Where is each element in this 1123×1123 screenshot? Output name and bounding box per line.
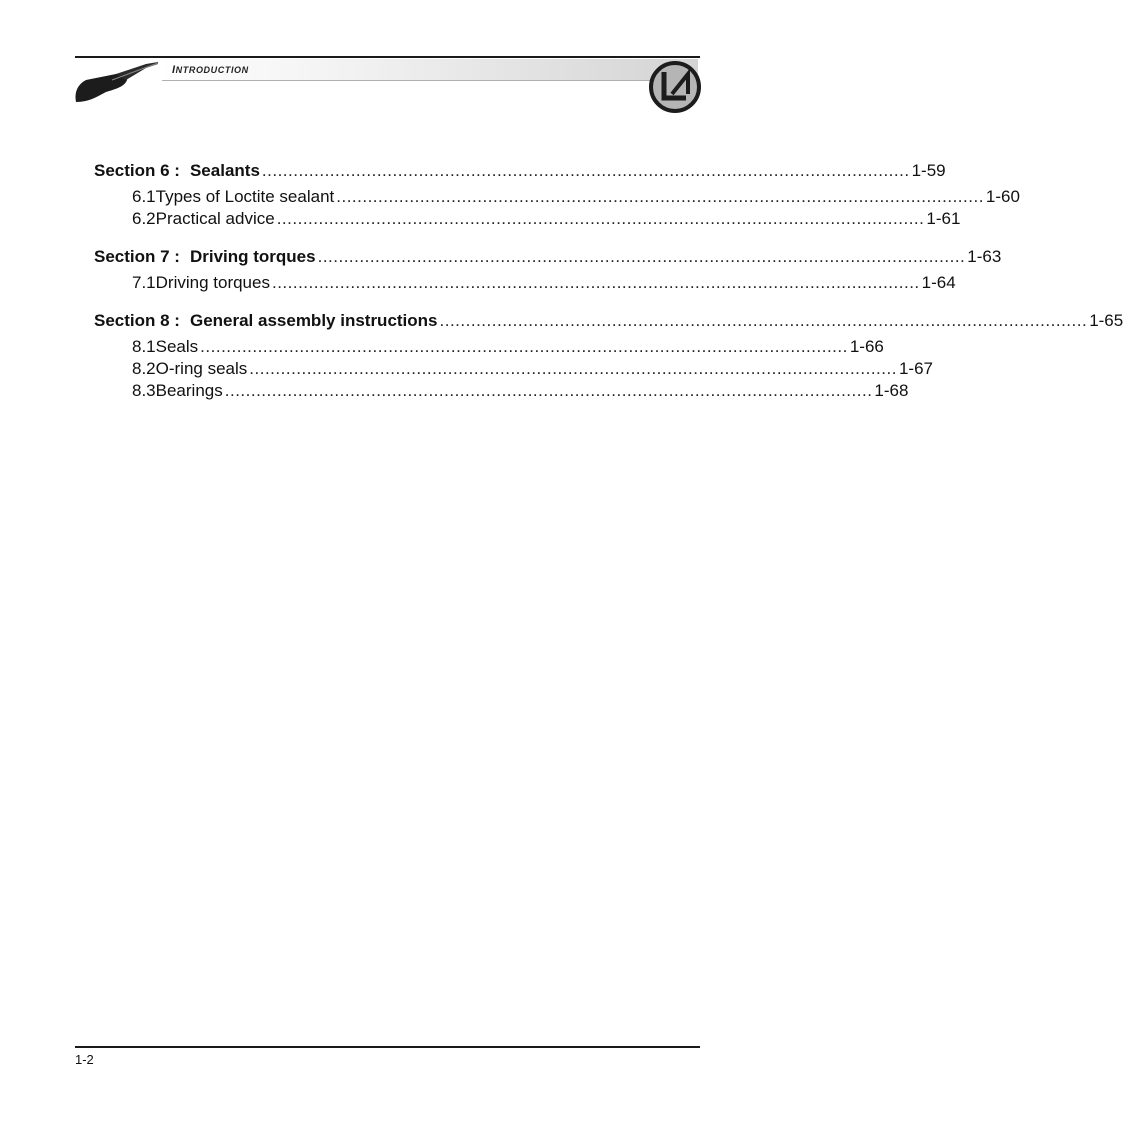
header-title-rest: NTRODUCTION bbox=[175, 65, 249, 75]
brand-logo-icon bbox=[648, 60, 702, 114]
header-title-initial: I bbox=[172, 64, 176, 76]
toc-number: Section 8 : bbox=[94, 311, 180, 330]
toc-section-6[interactable] bbox=[94, 159, 946, 181]
toc-leader: ............................................................................................................................ bbox=[200, 337, 848, 356]
header-rule bbox=[75, 56, 700, 58]
toc-title: O-ring seals bbox=[155, 359, 248, 378]
toc-title: Bearings bbox=[155, 381, 223, 400]
toc-page: 1-59 bbox=[911, 161, 946, 180]
toc-section-8[interactable] bbox=[94, 309, 1123, 331]
toc-title: Practical advice bbox=[155, 209, 275, 228]
toc-page: 1-65 bbox=[1089, 311, 1123, 330]
toc-leader: ............................................................................................................................ bbox=[224, 381, 873, 400]
header-underline bbox=[162, 80, 682, 81]
header-title bbox=[172, 64, 249, 76]
toc-entry-6-1[interactable] bbox=[94, 185, 1020, 207]
toc-leader: ............................................................................................................................ bbox=[261, 161, 910, 180]
toc-leader: ............................................................................................................................ bbox=[276, 209, 925, 228]
toc-title: Sealants bbox=[189, 161, 260, 180]
toc-entry-6-2[interactable] bbox=[94, 207, 961, 229]
toc-page: 1-67 bbox=[898, 359, 933, 378]
toc-page: 1-66 bbox=[849, 337, 884, 356]
toc-number: 6.2 bbox=[132, 209, 156, 228]
hand-pointer-icon bbox=[72, 58, 162, 106]
toc-entry-8-2[interactable] bbox=[94, 357, 933, 379]
toc-title: Seals bbox=[155, 337, 199, 356]
toc-entry-8-1[interactable] bbox=[94, 335, 884, 357]
footer-page-number: 1-2 bbox=[75, 1052, 94, 1067]
toc-leader: ............................................................................................................................ bbox=[336, 187, 984, 206]
toc-number: 8.1 bbox=[132, 337, 156, 356]
toc-leader: ............................................................................................................................ bbox=[271, 273, 920, 292]
toc-page: 1-60 bbox=[985, 187, 1020, 206]
toc-entry-7-1[interactable] bbox=[94, 271, 956, 293]
toc-page: 1-61 bbox=[926, 209, 961, 228]
toc-number: 8.2 bbox=[132, 359, 156, 378]
toc-page: 1-63 bbox=[967, 247, 1002, 266]
toc-number: 8.3 bbox=[132, 381, 156, 400]
toc-leader: ............................................................................................................................ bbox=[439, 311, 1088, 330]
toc-leader: ............................................................................................................................ bbox=[317, 247, 966, 266]
toc-number: Section 7 : bbox=[94, 247, 180, 266]
toc-title: Driving torques bbox=[189, 247, 316, 266]
toc-title: General assembly instructions bbox=[189, 311, 438, 330]
toc-number: Section 6 : bbox=[94, 161, 180, 180]
toc-number: 6.1 bbox=[132, 187, 156, 206]
footer-rule bbox=[75, 1046, 700, 1048]
toc-leader: ............................................................................................................................ bbox=[249, 359, 897, 378]
toc-number: 7.1 bbox=[132, 273, 156, 292]
toc-page: 1-64 bbox=[921, 273, 956, 292]
toc-entry-8-3[interactable] bbox=[94, 379, 909, 401]
toc-title: Driving torques bbox=[155, 273, 270, 292]
toc-page: 1-68 bbox=[874, 381, 909, 400]
toc-title: Types of Loctite sealant bbox=[155, 187, 335, 206]
toc-section-7[interactable] bbox=[94, 245, 1002, 267]
